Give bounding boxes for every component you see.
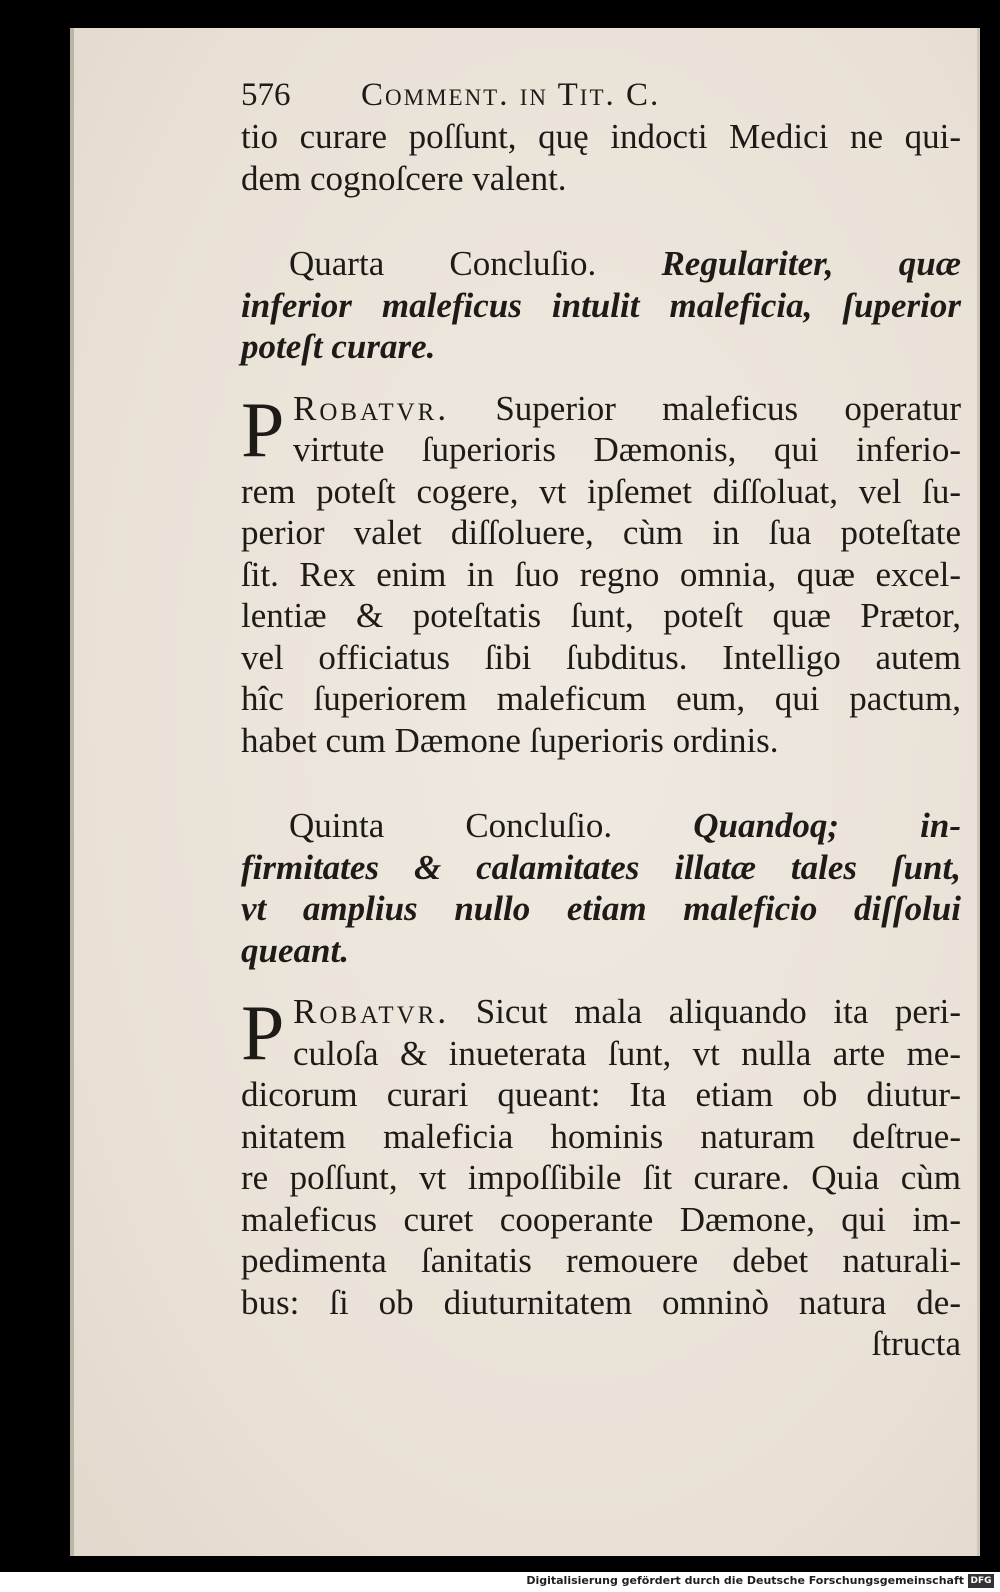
digitization-credit: Digitalisierung gefördert durch die Deutsche Forschungsgemeinschaft <box>526 1574 964 1587</box>
book-page <box>70 28 980 1556</box>
text-line: tio curare poſſunt, quę indocti Medici ne qui- <box>241 117 961 156</box>
text-line: vel officiatus ſibi ſubditus. Intelligo autem <box>241 637 961 677</box>
text-line: bus: ſi ob diuturnitatem omninò natura de- <box>241 1282 961 1322</box>
text-line: habet cum Dæmone ſuperioris ordinis. <box>241 720 779 760</box>
conclusion-statement: Regulariter, quæ <box>661 244 961 283</box>
text-line: virtute ſuperioris Dæmonis, qui inferio- <box>293 430 961 469</box>
running-head <box>241 72 961 116</box>
text-line: pedimenta ſanitatis remouere debet naturali- <box>241 1241 961 1280</box>
text-line: maleficus curet cooperante Dæmone, qui im- <box>241 1199 961 1239</box>
proof-label: Robatvr. <box>293 992 450 1031</box>
conclusion-heading: Quinta Concluſio. <box>289 806 613 845</box>
conclusion-four <box>241 243 961 368</box>
text-line: perior valet diſſoluere, cùm in ſua poteſtate <box>241 513 961 552</box>
proof-paragraph-one <box>241 385 961 762</box>
conclusion-line <box>241 805 961 847</box>
catchword: ſtructa <box>871 1324 961 1363</box>
text-line: nitatem maleficia hominis naturam deſtrue- <box>241 1116 961 1156</box>
conclusion-statement: Quandoq; in- <box>693 806 961 845</box>
text-fragment: Sicut mala aliquando ita peri- <box>475 992 961 1031</box>
text-fragment: Superior maleficus operatur <box>495 388 961 428</box>
page-number: 576 <box>241 77 291 113</box>
text-line: hîc ſuperiorem maleficum eum, qui pactum, <box>241 679 961 718</box>
conclusion-line: firmitates & calamitates illatæ tales ſunt, <box>241 847 961 887</box>
conclusion-line <box>241 243 961 285</box>
proof-paragraph-two <box>241 991 961 1365</box>
text-line: re poſſunt, vt impoſſibile ſit curare. Quia cùm <box>241 1158 961 1197</box>
conclusion-line: inferior maleficus intulit maleficia, ſuperior <box>241 285 961 325</box>
text-line: lentiæ & poteſtatis ſunt, poteſt quæ Prætor, <box>241 596 961 635</box>
conclusion-five <box>241 805 961 971</box>
drop-cap-letter: P <box>241 385 285 473</box>
text-line: dicorum curari queant: Ita etiam ob diutur- <box>241 1075 961 1114</box>
drop-cap-letter: P <box>241 989 285 1076</box>
text-block <box>241 72 961 1365</box>
conclusion-heading: Quarta Concluſio. <box>289 244 597 283</box>
text-line: dem cognoſcere valent. <box>241 158 567 198</box>
conclusion-line: vt amplius nullo etiam maleficio diſſolui <box>241 889 961 928</box>
conclusion-line: poteſt curare. <box>241 327 436 366</box>
text-line <box>241 991 961 1033</box>
text-line: rem poteſt cogere, vt ipſemet diſſoluat, vel ſu- <box>241 471 961 511</box>
continuation-paragraph <box>241 116 961 199</box>
conclusion-line: queant. <box>241 930 349 970</box>
text-line: culoſa & inueterata ſunt, vt nulla arte me- <box>293 1033 961 1073</box>
running-head-title: Comment. in Tit. C. <box>361 77 661 113</box>
dfg-logo: DFG <box>968 1574 994 1588</box>
text-line: ſit. Rex enim in ſuo regno omnia, quæ excel- <box>241 554 961 594</box>
proof-label: Robatvr. <box>293 388 450 428</box>
text-line <box>241 388 961 430</box>
